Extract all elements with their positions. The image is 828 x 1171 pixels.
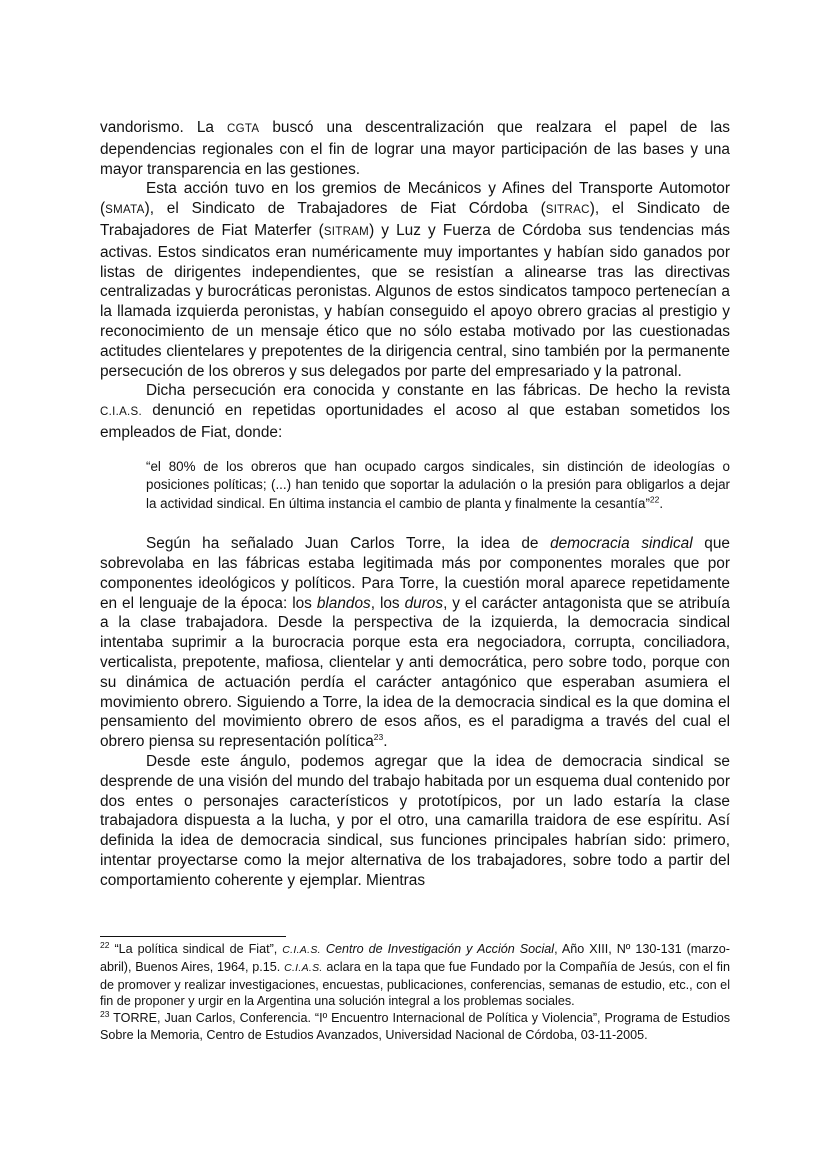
block-quote: “el 80% de los obreros que han ocupado cargos sindicales, sin distinción de ideologías o posiciones políticas; (...) han tenido que soportar la adulación o la presión para obligarlos a dejar la actividad sindical. En última instancia el cambio de planta y finalmente la cesantía”$^{22}$. xyxy=(146,458,730,511)
spacer xyxy=(100,513,730,534)
footnote-ref-22: 22 xyxy=(649,494,660,505)
acronym-cias: C.I.A.S. xyxy=(100,406,143,419)
footnotes xyxy=(100,941,730,1044)
paragraph-5: Desde este ángulo, podemos agregar que la idea de democracia sindical se desprende de una visión del mundo del trabajo habitada por un esquema dual contenido por dos entes o personajes característicos y prototípicos, por un lado estaría la clase trabajadora dispuesta a la lucha, y por el otro, una camarilla traidora de ese espíritu. Así definida la idea de democracia sindical, sus funciones principales habrían sido: primero, intentar proyectarse como la mejor alternativa de los trabajadores, sobre todo a partir del comportamiento coherente y ejemplar. Mientras xyxy=(100,753,730,889)
acronym-sitram: SITRAM xyxy=(323,225,370,238)
paragraph-1: vandorismo. La CGTA buscó una descentralización que realzara el papel de las dependencias regionales con el fin de lograr una mayor participación de las bases y una mayor transparencia en las gestiones. xyxy=(100,119,730,178)
paragraph-4: Según ha señalado Juan Carlos Torre, la idea de democracia sindical que sobrevolaba en las fábricas estaba legitimada más por componentes morales que por componentes ideológicos y políticos. Para Torre, la cuestión moral aparece repetidamente en el lenguaje de la época: los blandos, los duros, y el carácter antagonista que se atribuía a la clase trabajadora. Desde la perspectiva de la izquierda, la democracia sindical intentaba suprimir a la burocracia porque esta era negociadora, corrupta, conciliadora, verticalista, prepotente, mafiosa, clientelar y anti democrática, pero sobre todo, porque con su dinámica de actuación perdía el carácter antagónico que esperaban asumiera el movimiento obrero. Siguiendo a Torre, la idea de la democracia sindical es la que domina el pensamiento del movimiento obrero de esos años, es el paradigma a través del cual el obrero piensa su representación política$^{23}$. xyxy=(100,535,730,751)
footnote-23: $^{23}$ TORRE, Juan Carlos, Conferencia. “Iº Encuentro Internacional de Política y Violencia”, Programa de Estudios Sobre la Memoria, Centro de Estudios Avanzados, Universidad Nacional de Córdoba, 03-11-2005. xyxy=(100,1009,730,1042)
footnote-separator xyxy=(100,936,286,937)
paragraph-2: Esta acción tuvo en los gremios de Mecánicos y Afines del Transporte Automotor (SMATA), el Sindicato de Trabajadores de Fiat Córdoba (SITRAC), el Sindicato de Trabajadores de Fiat Materfer (SITRAM) y Luz y Fuerza de Córdoba sus tendencias más activas. Estos sindicatos eran numéricamente muy importantes y habían sido ganados por listas de dirigentes independientes, que se resistían a alinearse tras las directivas centralizadas y burocráticas peronistas. Algunos de estos sindicatos tampoco pertenecían a la llamada izquierda peronistas, y habían conseguido el apoyo obrero gracias al prestigio y reconocimiento de un mensaje ético que no sólo estaba motivado por las cuestionadas actitudes clientelares y prepotentes de la dirigencia central, sino también por la permanente persecución de los obreros y sus delegados por parte del empresariado y la patronal. xyxy=(100,180,731,380)
footnote-ref-23: 23 xyxy=(373,732,384,743)
body-text xyxy=(100,118,730,891)
paragraph-3: Dicha persecución era conocida y constante en las fábricas. De hecho la revista C.I.A.S. denunció en repetidas oportunidades el acoso al que estaban sometidos los empleados de Fiat, donde: xyxy=(100,382,730,441)
acronym-smata: SMATA xyxy=(105,204,145,217)
acronym-cgta: CGTA xyxy=(227,123,260,135)
acronym-sitrac: SITRAC xyxy=(545,204,590,217)
footnote-22: $^{22}$ “La política sindical de Fiat”, C.I.A.S. Centro de Investigación y Acción Social, Año XIII, Nº 130-131 (marzo-abril), Buenos Aires, 1964, p.15. C.I.A.S. aclara en la tapa que fue Fundado por la Compañía de Jesús, con el fin de promover y realizar investigaciones, encuestas, publicaciones, conferencias, semanas de estudio, etc., con el fin de proponer y urgir en la Argentina una solución integral a los problemas sociales. xyxy=(100,939,730,1009)
